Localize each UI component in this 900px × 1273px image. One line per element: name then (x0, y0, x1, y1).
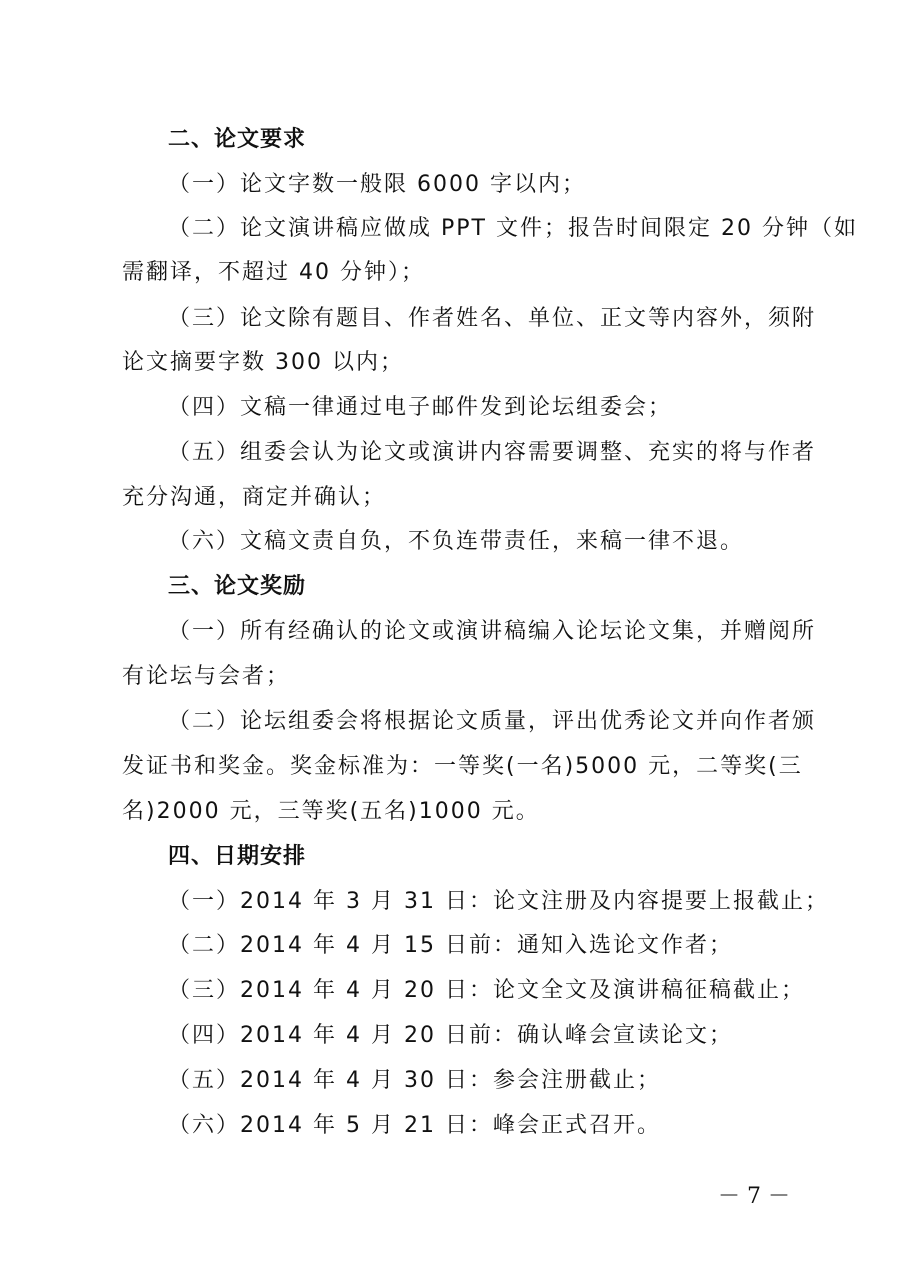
award-1-line-1: （一）所有经确认的论文或演讲稿编入论坛论文集，并赠阅所 (168, 619, 817, 644)
section-heading-schedule: 四、日期安排 (168, 844, 307, 869)
award-2-line-3: 名)2000 元，三等奖(五名)1000 元。 (122, 799, 540, 824)
requirement-2-line-1: （二）论文演讲稿应做成 PPT 文件；报告时间限定 20 分钟（如 (168, 216, 858, 241)
schedule-item-6: （六）2014 年 5 月 21 日：峰会正式召开。 (168, 1113, 661, 1138)
schedule-item-5: （五）2014 年 4 月 30 日：参会注册截止； (168, 1068, 661, 1093)
requirement-2-line-2: 需翻译，不超过 40 分钟）； (122, 260, 425, 285)
section-heading-requirements: 二、论文要求 (168, 127, 307, 152)
award-2-line-1: （二）论坛组委会将根据论文质量，评出优秀论文并向作者颁 (168, 709, 817, 734)
requirement-5-line-2: 充分沟通，商定并确认； (122, 485, 387, 510)
requirement-4-line-1: （四）文稿一律通过电子邮件发到论坛组委会； (168, 395, 673, 420)
award-2-line-2: 发证书和奖金。奖金标准为：一等奖(一名)5000 元，二等奖(三 (122, 754, 803, 779)
schedule-item-3: （三）2014 年 4 月 20 日：论文全文及演讲稿征稿截止； (168, 978, 805, 1003)
requirement-6-line-1: （六）文稿文责自负，不负连带责任，来稿一律不退。 (168, 529, 745, 554)
section-heading-awards: 三、论文奖励 (168, 574, 307, 599)
award-1-line-2: 有论坛与会者； (122, 664, 291, 689)
schedule-item-4: （四）2014 年 4 月 20 日前：确认峰会宣读论文； (168, 1023, 733, 1048)
requirement-3-line-2: 论文摘要字数 300 以内； (122, 350, 404, 375)
page-number: － 7 － (718, 1184, 790, 1209)
schedule-item-1: （一）2014 年 3 月 31 日：论文注册及内容提要上报截止； (168, 889, 829, 914)
requirement-5-line-1: （五）组委会认为论文或演讲内容需要调整、充实的将与作者 (168, 440, 817, 465)
requirement-3-line-1: （三）论文除有题目、作者姓名、单位、正文等内容外，须附 (168, 306, 817, 331)
requirement-1-line-1: （一）论文字数一般限 6000 字以内； (168, 172, 586, 197)
schedule-item-2: （二）2014 年 4 月 15 日前：通知入选论文作者； (168, 933, 733, 958)
